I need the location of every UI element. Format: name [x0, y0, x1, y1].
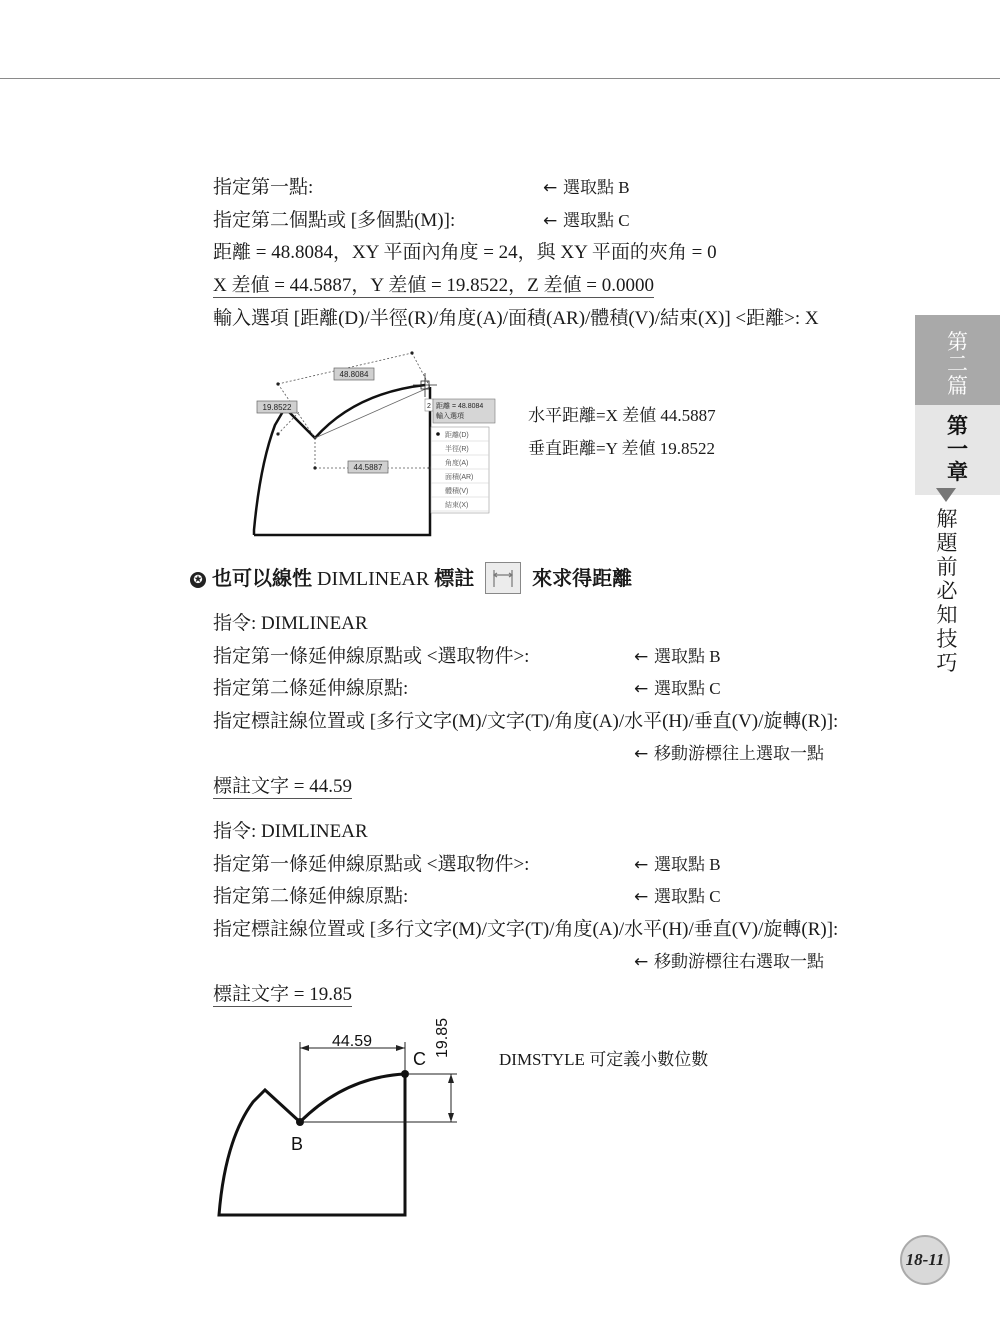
block1-note-1: [543, 176, 630, 200]
figure1-menu-item: 半徑(R): [445, 446, 469, 453]
figure2-drawing: [205, 1010, 475, 1225]
block2-note-2-text: 選取點 C: [654, 679, 721, 698]
dimlinear-icon: [485, 562, 521, 594]
heading-cmd: DIMLINEAR: [312, 568, 435, 590]
block1-note-2: [543, 209, 630, 233]
figure2-dim-v: 19.85: [434, 1017, 451, 1059]
figure2-arrowheads: [300, 1045, 454, 1122]
block2-note-1-text: 選取點 B: [654, 647, 721, 666]
heading-mid: 標註: [434, 566, 475, 590]
block3-line-5-text: 標註文字 = 19.85: [213, 984, 352, 1005]
side-vertical-title: 解題前必知技巧: [936, 507, 958, 675]
block3-note-3: [634, 950, 824, 974]
side-tab-chapter: [915, 405, 1000, 495]
block2-note-1: [634, 645, 721, 669]
block2-line-2: 指定第一條延伸線原點或 <選取物件>:: [213, 646, 530, 667]
page-number: 18-11: [900, 1235, 950, 1285]
block3-note-1-text: 選取點 B: [654, 855, 721, 874]
figure1-tooltip-line1: 距離 = 48.8084: [436, 403, 484, 410]
block3-note-3-text: 移動游標往右選取一點: [654, 952, 824, 971]
block1-note-1-text: 選取點 B: [563, 178, 630, 197]
figure1-caption-1: 水平距離=X 差値 44.5887: [528, 406, 716, 425]
figure2-shape: [219, 1074, 405, 1215]
triangle-down-icon: [936, 488, 956, 502]
block2-line-5: [213, 775, 352, 799]
heading-pre: 也可以線性: [212, 566, 312, 590]
block3-line-1: 指令: DIMLINEAR: [213, 821, 368, 842]
block3-line-5: [213, 983, 352, 1007]
side-tab-chapter-3: 章: [947, 460, 968, 484]
figure1-menu-item: 角度(A): [445, 460, 469, 467]
arrow-left-icon: ←: [634, 855, 649, 875]
figure1-menu: [431, 427, 489, 513]
figure1-drawing: [240, 345, 520, 540]
arrow-left-icon: ←: [634, 887, 649, 907]
heading-post: 來求得距離: [532, 566, 633, 590]
figure1-menu-item: 結束(X): [445, 502, 469, 509]
block3-line-4: 指定標註線位置或 [多行文字(M)/文字(T)/角度(A)/水平(H)/垂直(V)/旋轉(R)]:: [213, 919, 839, 940]
arrow-left-icon: ←: [543, 211, 558, 231]
figure1-tooltip-badge: 2: [427, 403, 431, 410]
arrow-left-icon: ←: [634, 679, 649, 699]
crosshair-icon: [413, 373, 437, 397]
block1-line-5: 輸入選項 [距離(D)/半徑(R)/角度(A)/面積(AR)/體積(V)/結束(X)] <距離>: X: [213, 308, 819, 329]
arrow-left-icon: ←: [543, 178, 558, 198]
arrow-left-icon: ←: [634, 952, 649, 972]
side-tab-chapter-1: 第: [947, 414, 968, 438]
figure1-menu-item: 體積(V): [445, 488, 469, 495]
block3-note-1: [634, 853, 721, 877]
section-heading: [190, 562, 632, 594]
block1-note-2-text: 選取點 C: [563, 211, 630, 230]
figure2-label-c: C: [413, 1049, 426, 1069]
block3-note-2: [634, 885, 721, 909]
figure1-dim-top: 48.8084: [339, 370, 369, 379]
block1-line-4-text: X 差値 = 44.5887，Y 差値 = 19.8522，Z 差値 = 0.0000: [213, 275, 654, 296]
figure1-tooltip-line2: 輸入選項: [436, 413, 464, 420]
figure1-caption-2: 垂直距離=Y 差値 19.8522: [528, 439, 715, 458]
point-c: [401, 1070, 409, 1078]
figure1-menu-bullet: [436, 432, 440, 436]
side-tab-part-3: 篇: [947, 374, 968, 398]
side-tab-part-1: 第: [947, 330, 968, 354]
figure2-caption: DIMSTYLE 可定義小數位數: [499, 1050, 709, 1069]
figure1-menu-item: 面積(AR): [445, 474, 474, 481]
arrow-left-icon: ←: [634, 647, 649, 667]
block3-line-3: 指定第二條延伸線原點:: [213, 886, 409, 907]
block2-line-1: 指令: DIMLINEAR: [213, 613, 368, 634]
block3-line-2: 指定第一條延伸線原點或 <選取物件>:: [213, 854, 530, 875]
arrow-left-icon: ←: [634, 744, 649, 764]
star-bullet-icon: ✪: [190, 572, 206, 588]
block2-note-3: [634, 742, 824, 766]
side-tab-part-2: 二: [947, 352, 968, 376]
figure1-dim-bottom: 44.5887: [353, 463, 383, 472]
figure1-menu-item: 距離(D): [445, 432, 469, 439]
figure2-dim-h: 44.59: [331, 1033, 373, 1050]
block2-note-2: [634, 677, 721, 701]
side-tab-chapter-2: 一: [947, 437, 968, 461]
block1-line-2: 指定第二個點或 [多個點(M)]:: [213, 210, 456, 231]
block2-note-3-text: 移動游標往上選取一點: [654, 744, 824, 763]
side-tab-part: [915, 315, 1000, 405]
block3-note-2-text: 選取點 C: [654, 887, 721, 906]
block1-line-3: 距離 = 48.8084，XY 平面內角度 = 24，與 XY 平面的夾角 = 0: [213, 242, 717, 263]
block1-line-4: [213, 274, 654, 298]
figure1-dim-left: 19.8522: [262, 403, 292, 412]
block2-line-5-text: 標註文字 = 44.59: [213, 776, 352, 797]
block1-line-1: 指定第一點:: [213, 177, 314, 198]
figure2-label-b: B: [291, 1134, 304, 1154]
header-rule: [0, 78, 1000, 79]
block2-line-3: 指定第二條延伸線原點:: [213, 678, 409, 699]
block2-line-4: 指定標註線位置或 [多行文字(M)/文字(T)/角度(A)/水平(H)/垂直(V)/旋轉(R)]:: [213, 711, 839, 732]
point-b: [296, 1118, 304, 1126]
